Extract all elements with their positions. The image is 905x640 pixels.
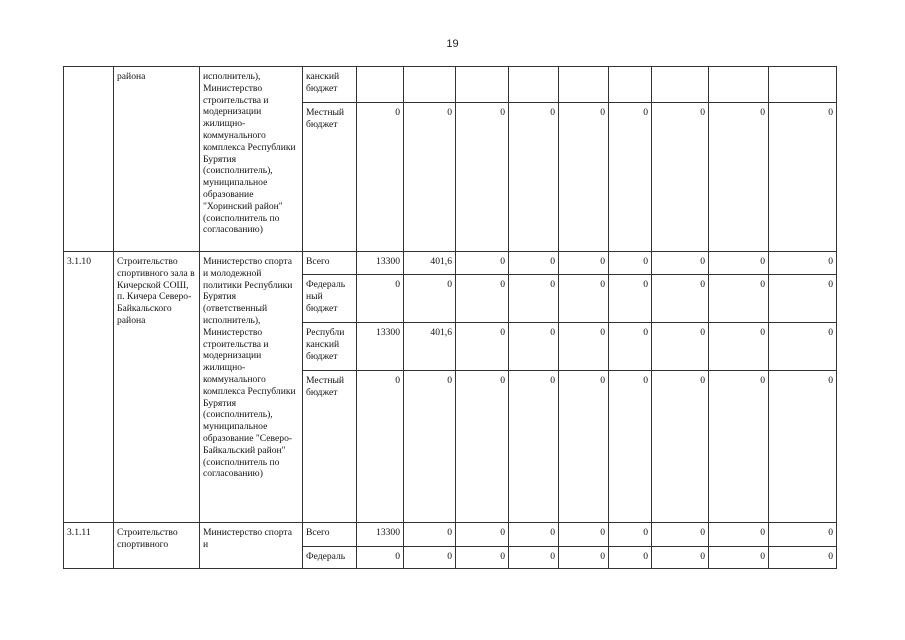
value-cell: 0 [652, 547, 709, 569]
budget-source-cell: канский бюджет [303, 67, 357, 103]
value-cell: 0 [559, 523, 609, 547]
value-cell: 0 [709, 523, 769, 547]
value-cell: 0 [456, 547, 509, 569]
value-cell: 0 [769, 323, 837, 371]
value-cell: 0 [652, 252, 709, 275]
budget-source-cell: Всего [303, 523, 357, 547]
executor-cell: исполнитель), Министерство строительства и модернизации жилищно-коммунального комплекса Республики Бурятия (соисполнитель), муниципальное образование "Хоринский район" (соисполнитель по согласованию) [200, 67, 303, 252]
value-cell: 0 [769, 547, 837, 569]
value-cell: 13300 [357, 323, 404, 371]
value-cell: 0 [769, 252, 837, 275]
value-cell [709, 67, 769, 103]
value-cell: 0 [559, 252, 609, 275]
value-cell: 0 [652, 103, 709, 252]
value-cell: 13300 [357, 252, 404, 275]
value-cell: 0 [357, 547, 404, 569]
budget-source-cell: Федераль ный бюджет [303, 275, 357, 323]
budget-source-cell: Местный бюджет [303, 103, 357, 252]
item-name-cell: района [114, 67, 200, 252]
value-cell: 0 [609, 547, 652, 569]
budget-source-cell: Местный бюджет [303, 371, 357, 523]
item-number-cell: 3.1.10 [64, 252, 114, 523]
value-cell: 0 [509, 323, 559, 371]
value-cell: 0 [509, 275, 559, 323]
item-name-cell: Строительство спортивного зала в Кичерской СОШ, п. Кичера Северо-Байкальского района [114, 252, 200, 523]
value-cell: 0 [456, 252, 509, 275]
page-number: 19 [446, 38, 459, 50]
item-number-cell [64, 67, 114, 252]
value-cell: 0 [609, 275, 652, 323]
value-cell: 0 [456, 103, 509, 252]
value-cell: 0 [404, 523, 456, 547]
value-cell: 0 [404, 547, 456, 569]
value-cell: 0 [559, 547, 609, 569]
value-cell [404, 67, 456, 103]
value-cell: 0 [709, 275, 769, 323]
value-cell: 0 [509, 523, 559, 547]
budget-source-cell: Республи канский бюджет [303, 323, 357, 371]
value-cell: 0 [357, 103, 404, 252]
value-cell: 0 [769, 103, 837, 252]
value-cell: 0 [709, 252, 769, 275]
executor-cell: Министерство спорта и молодежной политики Республики Бурятия (ответственный исполнитель), Министерство строительства и модернизации жилищно-коммунального комплекса Республики Бурятия (соисполнитель), муниципальное образование "Северо-Байкальский район" (соисполнитель по согласованию) [200, 252, 303, 523]
value-cell: 0 [652, 323, 709, 371]
value-cell: 0 [509, 103, 559, 252]
value-cell [609, 67, 652, 103]
value-cell: 0 [456, 275, 509, 323]
value-cell [456, 67, 509, 103]
value-cell: 0 [456, 523, 509, 547]
value-cell: 0 [559, 275, 609, 323]
value-cell: 0 [559, 103, 609, 252]
value-cell: 0 [769, 275, 837, 323]
item-name-cell: Строительство спортивного [114, 523, 200, 569]
value-cell: 0 [769, 371, 837, 523]
value-cell: 0 [709, 323, 769, 371]
value-cell: 0 [769, 523, 837, 547]
value-cell: 0 [456, 371, 509, 523]
value-cell: 0 [559, 371, 609, 523]
value-cell: 0 [609, 323, 652, 371]
value-cell: 0 [609, 103, 652, 252]
value-cell: 0 [404, 275, 456, 323]
value-cell [652, 67, 709, 103]
value-cell: 0 [609, 252, 652, 275]
table-row [64, 523, 837, 547]
value-cell: 0 [509, 252, 559, 275]
budget-source-cell: Всего [303, 252, 357, 275]
value-cell: 0 [404, 371, 456, 523]
value-cell: 0 [357, 275, 404, 323]
value-cell: 0 [509, 547, 559, 569]
value-cell: 0 [652, 523, 709, 547]
value-cell [559, 67, 609, 103]
value-cell: 0 [609, 523, 652, 547]
value-cell: 0 [509, 371, 559, 523]
value-cell: 0 [609, 371, 652, 523]
value-cell: 401,6 [404, 252, 456, 275]
value-cell: 0 [404, 103, 456, 252]
item-number-cell: 3.1.11 [64, 523, 114, 569]
executor-cell: Министерство спорта и [200, 523, 303, 569]
budget-table [63, 66, 837, 569]
value-cell: 0 [357, 371, 404, 523]
value-cell: 13300 [357, 523, 404, 547]
value-cell [509, 67, 559, 103]
table-row [64, 67, 837, 103]
value-cell: 0 [456, 323, 509, 371]
value-cell [357, 67, 404, 103]
value-cell [769, 67, 837, 103]
value-cell: 0 [559, 323, 609, 371]
value-cell: 0 [709, 371, 769, 523]
table-row [64, 252, 837, 275]
value-cell: 0 [652, 371, 709, 523]
value-cell: 0 [709, 103, 769, 252]
value-cell: 0 [652, 275, 709, 323]
value-cell: 0 [709, 547, 769, 569]
budget-source-cell: Федераль [303, 547, 357, 569]
value-cell: 401,6 [404, 323, 456, 371]
